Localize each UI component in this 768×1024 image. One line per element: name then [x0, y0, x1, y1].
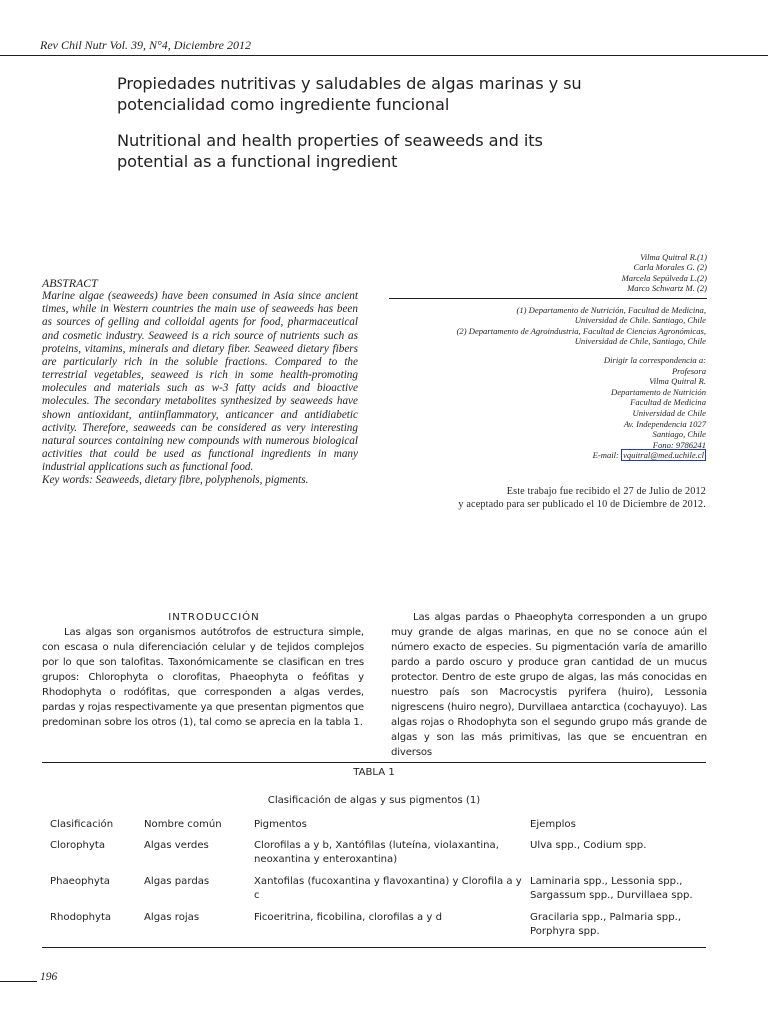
- column-header: Nombre común: [144, 819, 222, 830]
- title-english: Nutritional and health properties of seaweeds and its potential as a functional ingredient: [117, 131, 543, 171]
- affiliation-line: (2) Departamento de Agroindustria, Facultad de Ciencias Agronómicas,: [456, 325, 706, 336]
- column-header: Clasificación: [50, 819, 114, 830]
- table-header-row: [42, 810, 706, 839]
- title-block: [117, 73, 587, 172]
- abstract-text: Marine algae (seaweeds) have been consumed in Asia since ancient times, while in Western countries the main use of seaweeds has been as sources of gelling and colloidal agents for food, pharmaceutical and cosmetic industry. Seaweed is a rich source of nutrients such as proteins, vitamins, minerals and dietary fiber. Seaweed dietary fibers are particularly rich in the soluble fractions. Compared to the terrestrial vegetables, seaweed is rich in some health-promoting molecules and materials such as w-3 fatty acids and bioactive molecules. The secondary metabolites synthesized by seaweeds have shown antioxidant, antiinflammatory, anticancer and antidiabetic activity. Therefore, seaweeds can be considered as very interesting natural sources containing new compounds with numerous biological activities that could be used as functional ingredients in many industrial applications such as functional food.: [42, 290, 358, 474]
- table-1: [42, 762, 706, 948]
- title-spanish: Propiedades nutritivas y saludables de algas marinas y su potencialidad como ingrediente funcional: [117, 74, 582, 114]
- journal-header: Rev Chil Nutr Vol. 39, N°4, Diciembre 2012: [40, 38, 252, 52]
- table-cell: Phaeophyta: [50, 876, 110, 887]
- correspondence-line: Profesora: [671, 365, 706, 376]
- correspondence-line: Departamento de Nutrición: [611, 386, 706, 397]
- correspondence-line: Facultad de Medicina: [630, 397, 706, 408]
- affiliation-line: (1) Departamento de Nutrición, Facultad de Medicina,: [516, 305, 706, 315]
- intro-paragraph: Las algas son organismos autótrofos de estructura simple, con escasa o nula diferenciación celular y de tejidos complejos por lo que son talofitas. Taxonómicamente se clasifican en tres grupos: Chlorophyta o clorofitas, Phaeophyta o feófitas y Rhodophyta o rodófitas, que corresponden a algas verdes, pardas y rojas respectivamente ya que presentan pigmentos que predominan sobre los otros (1), tal como se aprecia en la tabla 1.: [42, 627, 364, 728]
- author: Vilma Quitral R.(1): [640, 252, 707, 262]
- correspondence: [430, 355, 706, 461]
- received-note: [400, 486, 706, 511]
- keywords: Key words: Seaweeds, dietary fibre, polyphenols, pigments.: [42, 474, 309, 487]
- correspondence-line: Fono: 9786241: [652, 439, 706, 450]
- intro-paragraph-continued: Las algas pardas o Phaeophyta corresponden a un grupo muy grande de algas marinas, en que no se conoce aún el número exacto de especies. Su pigmentación varía de amarillo pardo a pardo oscuro y produce gran cantidad de un mucus protector. Dentro de este grupo de algas, las más conocidas en nuestro país son Macrocystis pyrifera (huiro), Lessonia nigrescens (huiro negro), Durvillaea antarctica (cochayuyo). Las algas rojas o Rhodophyta son el segundo grupo más grande de algas y son las más primitivas, las que se encuentran en diversos: [391, 612, 707, 758]
- correspondence-line: Universidad de Chile: [632, 407, 706, 418]
- table-row: [42, 839, 706, 875]
- intro-left-column: [42, 610, 364, 730]
- author: Marco Schwartz M. (2): [627, 283, 707, 294]
- column-header: Ejemplos: [530, 819, 576, 830]
- abstract-heading: ABSTRACT: [42, 276, 98, 290]
- author: Marcela Sepúlveda L.(2): [621, 272, 707, 283]
- correspondence-line: Santiago, Chile: [652, 429, 706, 440]
- table-cell: Ficoeritrina, ficobilina, clorofilas a y d: [254, 912, 443, 923]
- table-caption: Clasificación de algas y sus pigmentos (1): [267, 795, 481, 806]
- column-header: Pigmentos: [254, 819, 307, 830]
- table-cell: Xantofilas (fucoxantina y flavoxantina) y Clorofila a y c: [254, 876, 522, 901]
- table-top-rule: [42, 762, 706, 763]
- table-cell: Rhodophyta: [50, 912, 112, 923]
- affiliation-line: Universidad de Chile, Santiago, Chile: [574, 336, 706, 347]
- author-list: [480, 252, 707, 294]
- table-row: [42, 911, 706, 947]
- correspondence-line: Dirigir la correspondencia a:: [603, 355, 706, 365]
- table-cell: Algas rojas: [144, 912, 200, 923]
- table-cell: Clorophyta: [50, 840, 106, 851]
- received-line: Este trabajo fue recibido el 27 de Julio de 2012: [506, 486, 706, 497]
- abstract: [42, 277, 358, 488]
- table-cell: Laminaria spp., Lessonia spp., Sargassum spp., Durvillaea spp.: [530, 876, 693, 901]
- affiliation-line: Universidad de Chile. Santiago, Chile: [574, 315, 706, 326]
- author: Carla Morales G. (2): [633, 262, 707, 273]
- intro-right-column: [391, 610, 707, 760]
- correspondence-line: Av. Independencia 1027: [623, 418, 706, 429]
- pigments-table: [42, 810, 706, 947]
- header-rule: [0, 55, 768, 56]
- email-line: [430, 450, 706, 461]
- accepted-line: y aceptado para ser publicado el 10 de Diciembre de 2012.: [458, 498, 706, 510]
- correspondence-line: Vilma Quitral R.: [649, 376, 706, 387]
- author-divider: [389, 298, 707, 299]
- table-label: TABLA 1: [353, 767, 395, 778]
- affiliations: [390, 305, 706, 347]
- email-label: E-mail:: [592, 450, 619, 461]
- table-bottom-rule: [42, 947, 706, 948]
- table-cell: Algas verdes: [144, 840, 209, 851]
- page-number: 196: [40, 971, 58, 983]
- footer-rule: [0, 981, 37, 982]
- table-cell: Gracilaria spp., Palmaria spp., Porphyra spp.: [530, 912, 682, 937]
- table-cell: Algas pardas: [144, 876, 210, 887]
- table-row: [42, 875, 706, 911]
- table-cell: Ulva spp., Codium spp.: [530, 840, 647, 851]
- email-link[interactable]: vquitral@med.uchile.cl: [623, 450, 704, 461]
- table-cell: Clorofilas a y b, Xantófilas (luteína, violaxantina, neoxantina y enteroxantina): [254, 840, 499, 865]
- section-heading: INTRODUCCIÓN: [168, 612, 260, 623]
